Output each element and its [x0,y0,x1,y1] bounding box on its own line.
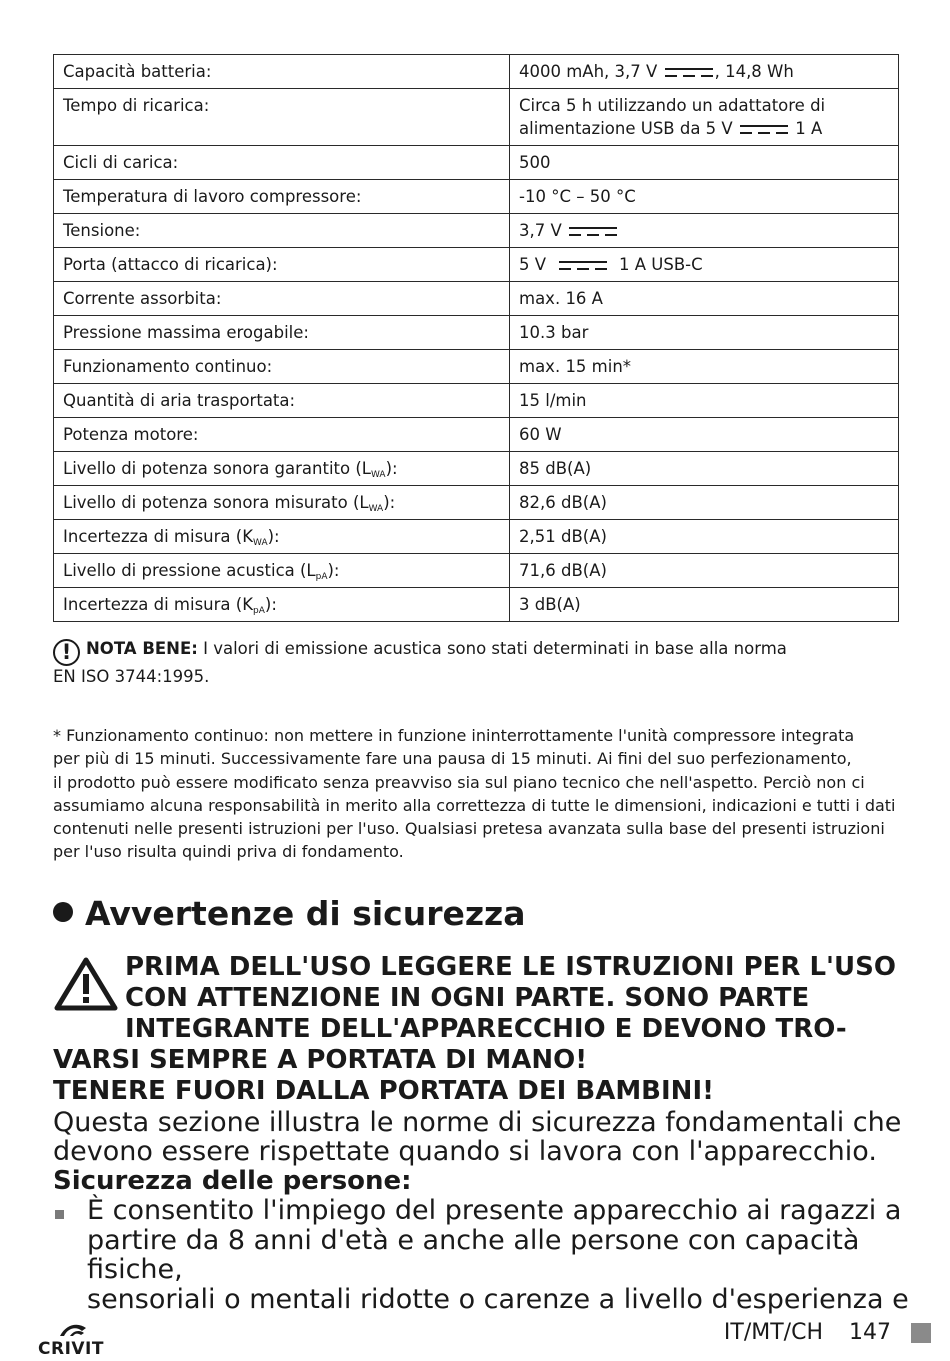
table-row [54,588,899,622]
spec-value: 15 l/min [510,384,899,418]
section-title: Avvertenze di sicurezza [53,893,526,935]
footnote [53,724,913,864]
spec-label: Livello di potenza sonora misurato $(L_{WA})$: [54,486,510,520]
footnote-line: assumiamo alcuna responsabilità in merito alla correttezza di tutte le dimensioni, indicazioni e tutti i dati [53,795,896,815]
footnote-line: il prodotto può essere modificato senza preavviso sia sul piano tecnico che nell'aspetto. Perciò non ci [53,772,865,792]
note-text: I valori di emissione acustica sono stati determinati in base alla norma [197,639,787,658]
spec-value: 3,7 V [510,214,899,248]
footnote-line: per l'uso risulta quindi priva di fondamento. [53,842,404,862]
spec-label: Capacità batteria: [54,55,510,89]
spec-value: 4000 mAh, 3,7 V , 14,8 Wh [510,55,899,89]
footnote-line: per più di 15 minuti. Successivamente fare una pausa di 15 minuti. Ai fini del suo perfezionamento, [53,749,852,769]
note-label: NOTA BENE: [86,639,198,658]
table-row [54,418,899,452]
table-row [54,452,899,486]
table-row [54,520,899,554]
note-block [53,638,903,688]
footnote-line: contenuti nelle presenti istruzioni per l'uso. Qualsiasi pretesa avanzata sulla base del presenti istruzioni [53,819,885,839]
spec-label: Potenza motore: [54,418,510,452]
spec-label: Quantità di aria trasportata: [54,384,510,418]
spec-table [53,54,899,622]
spec-label: Temperatura di lavoro compressore: [54,180,510,214]
table-row [54,214,899,248]
spec-value: max. 16 A [510,282,899,316]
bullet-dot-icon [53,902,73,922]
brand-name: CRIVIT [38,1339,104,1359]
brand-logo [38,1320,108,1360]
spec-value: 2,51 dB(A) [510,520,899,554]
table-row [54,350,899,384]
spec-label: Incertezza di misura $(K_{pA})$: [54,588,510,622]
table-row [54,55,899,89]
brand-logo-icon [52,1320,92,1340]
page-marker [911,1323,931,1343]
spec-value: 71,6 dB(A) [510,554,899,588]
table-row [54,89,899,146]
spec-value: 10.3 bar [510,316,899,350]
spec-label: Livello di potenza sonora garantito $(L_{WA})$: [54,452,510,486]
table-row [54,180,899,214]
table-row [54,282,899,316]
spec-label: Cicli di carica: [54,146,510,180]
intro-paragraph: Questa sezione illustra le norme di sicurezza fondamentali che devono essere rispettate quando si lavora con l'apparecchio. [53,1107,902,1167]
warning-text: PRIMA DELL'USO LEGGERE LE ISTRUZIONI PER L'USO CON ATTENZIONE IN OGNI PARTE. SONO PARTE INTEGRANTE DELL'APPARECCHIO E DEVONO TRO- VARSI SEMPRE A PORTATA DI MANO! TENERE FUORI DALLA PORTATA DEI BAMBINI! [53,952,896,1106]
spec-label: Incertezza di misura $(K_{WA})$: [54,520,510,554]
spec-label: Tensione: [54,214,510,248]
dc-symbol-icon [665,68,713,78]
spec-value: Circa 5 h utilizzando un adattatore di alimentazione USB da 5 V 1 A [510,89,899,146]
spec-value: -10 °C – 50 °C [510,180,899,214]
table-row [54,554,899,588]
spec-label: Corrente assorbita: [54,282,510,316]
note-text-cont: EN ISO 3744:1995. [53,667,210,686]
square-bullet-icon [55,1210,64,1219]
table-row [54,486,899,520]
subheading: Sicurezza delle persone: [53,1166,412,1196]
spec-label: Livello di pressione acustica $(L_{pA})$: [54,554,510,588]
warning-block [53,952,913,1107]
table-row [54,248,899,282]
footnote-line: * Funzionamento continuo: non mettere in funzione ininterrottamente l'unità compressore integrata [53,726,855,745]
page-number: 147 [849,1320,891,1345]
dc-symbol-icon [559,261,607,271]
spec-value: 5 V 1 A USB-C [510,248,899,282]
list-item: È consentito l'impiego del presente apparecchio ai ragazzi a partire da 8 anni d'età e anche alle persone con capacità fisiche, sensoriali o mentali ridotte o carenze a livello d'esperienza e [53,1196,913,1314]
spec-label: Tempo di ricarica: [54,89,510,146]
spec-value: 60 W [510,418,899,452]
dc-symbol-icon [569,227,617,237]
spec-value: max. 15 min* [510,350,899,384]
spec-value: 85 dB(A) [510,452,899,486]
dc-symbol-icon [740,125,788,135]
spec-value: 82,6 dB(A) [510,486,899,520]
exclamation-circle-icon: ! [53,639,80,666]
table-row [54,316,899,350]
spec-label: Porta (attacco di ricarica): [54,248,510,282]
spec-value: 3 dB(A) [510,588,899,622]
warning-triangle-icon [53,956,119,1012]
table-row [54,384,899,418]
spec-label: Funzionamento continuo: [54,350,510,384]
page-footer [724,1318,891,1348]
spec-value: 500 [510,146,899,180]
spec-label: Pressione massima erogabile: [54,316,510,350]
region-code: IT/MT/CH [723,1320,823,1345]
table-row [54,146,899,180]
